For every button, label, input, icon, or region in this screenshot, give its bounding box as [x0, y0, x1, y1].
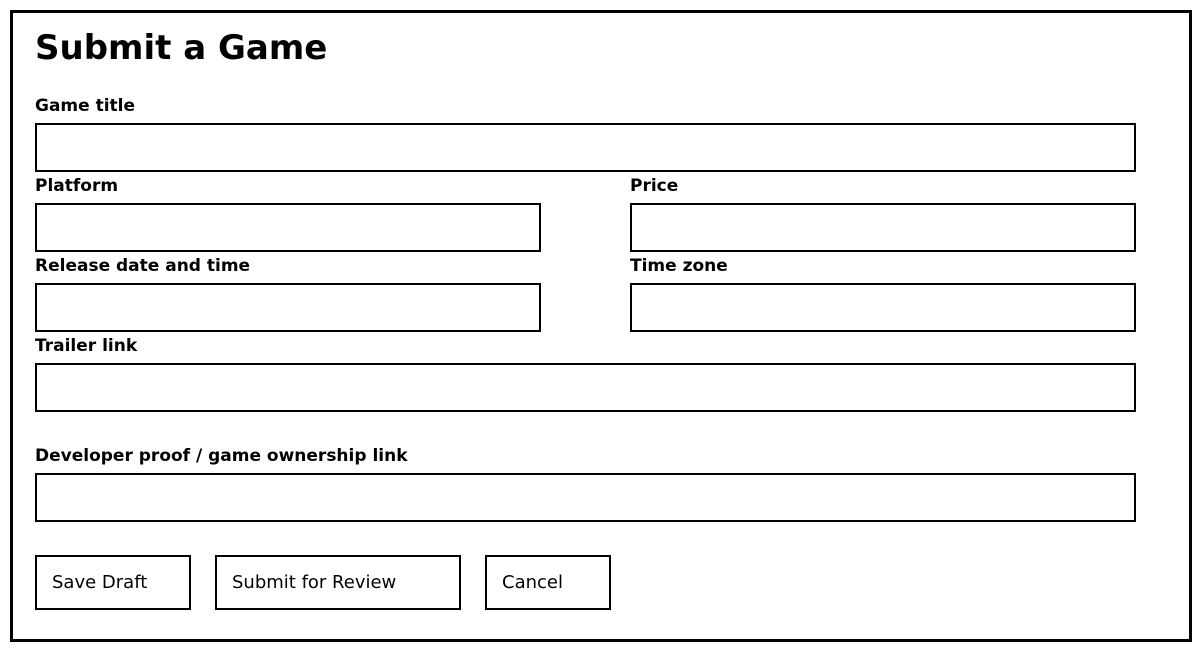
- game-title-input[interactable]: [35, 123, 1136, 172]
- save-draft-button[interactable]: Save Draft: [35, 555, 191, 610]
- price-label: Price: [630, 176, 679, 196]
- cancel-button[interactable]: Cancel: [485, 555, 611, 610]
- submit-for-review-button[interactable]: Submit for Review: [215, 555, 461, 610]
- release-datetime-input[interactable]: [35, 283, 541, 332]
- price-input[interactable]: [630, 203, 1136, 252]
- release-datetime-label: Release date and time: [35, 256, 251, 276]
- time-zone-label: Time zone: [630, 256, 728, 276]
- trailer-link-input[interactable]: [35, 363, 1136, 412]
- developer-proof-label: Developer proof / game ownership link: [35, 446, 408, 466]
- platform-input[interactable]: [35, 203, 541, 252]
- developer-proof-input[interactable]: [35, 473, 1136, 522]
- time-zone-input[interactable]: [630, 283, 1136, 332]
- game-title-label: Game title: [35, 96, 136, 116]
- page-title: Submit a Game: [35, 28, 328, 68]
- platform-label: Platform: [35, 176, 119, 196]
- trailer-link-label: Trailer link: [35, 336, 138, 356]
